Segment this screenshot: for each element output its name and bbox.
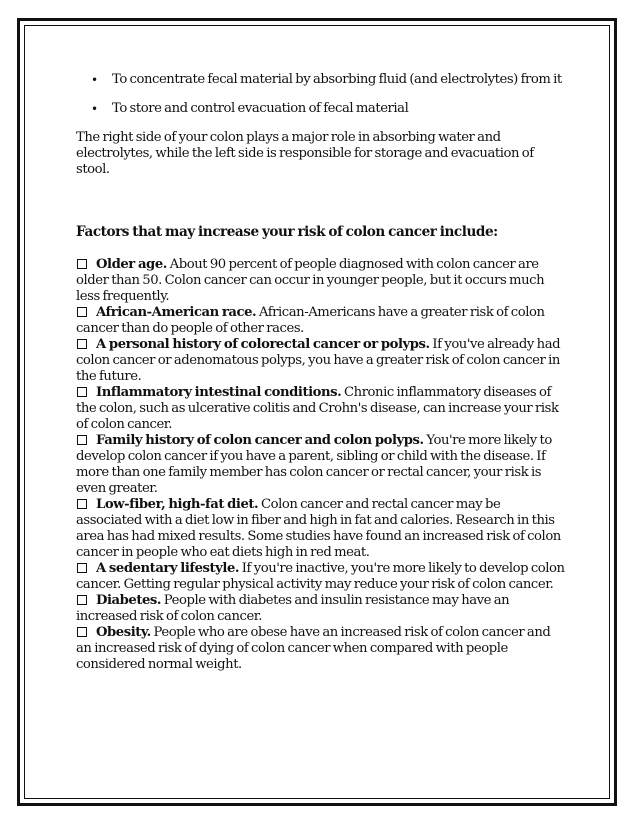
checkbox-square-icon xyxy=(77,595,87,605)
checkbox-square-icon xyxy=(77,259,87,269)
risk-factor-item xyxy=(76,257,566,305)
risk-factors-list xyxy=(76,257,566,673)
risk-factor-item xyxy=(76,561,566,593)
risk-factor-name: Family history of colon cancer and colon polyps. xyxy=(96,433,424,448)
risk-factor-item xyxy=(76,593,566,625)
checkbox-square-icon xyxy=(77,499,87,509)
risk-factor-text: Chronic inflammatory diseases of the colon, such as ulcerative colitis and Crohn's disease, can increase your risk of colon cancer. xyxy=(76,385,559,432)
colon-function-list xyxy=(76,72,566,117)
risk-factor-name: A personal history of colorectal cancer or polyps. xyxy=(96,337,430,352)
risk-factor-name: A sedentary lifestyle. xyxy=(96,561,240,576)
risk-factor-text: People with diabetes and insulin resistance may have an increased risk of colon cancer. xyxy=(76,593,510,624)
risk-factor-name: Diabetes. xyxy=(96,593,162,608)
document-body xyxy=(76,72,566,673)
risk-factor-text: About 90 percent of people diagnosed with colon cancer are older than 50. Colon cancer can occur in younger people, but it occurs much less frequently. xyxy=(76,257,545,304)
risk-factor-text: If you've already had colon cancer or adenomatous polyps, you have a greater risk of colon cancer in the future. xyxy=(76,337,561,384)
checkbox-square-icon xyxy=(77,387,87,397)
risk-factor-name: Inflammatory intestinal conditions. xyxy=(96,385,342,400)
colon-sides-paragraph: The right side of your colon plays a major role in absorbing water and electrolytes, while the left side is responsible for storage and evacuation of stool. xyxy=(76,130,534,177)
risk-factor-name: Older age. xyxy=(96,257,167,272)
risk-factor-item xyxy=(76,305,566,337)
risk-factor-item xyxy=(76,625,566,673)
risk-factor-text: Colon cancer and rectal cancer may be associated with a diet low in fiber and high in fat and calories. Research in this area has had mixed results. Some studies have found an increased risk of colon cancer in people who eat diets high in red meat. xyxy=(76,497,561,560)
risk-factors-heading: Factors that may increase your risk of colon cancer include: xyxy=(76,224,498,240)
checkbox-square-icon xyxy=(77,563,87,573)
checkbox-square-icon xyxy=(77,339,87,349)
risk-factor-item xyxy=(76,337,566,385)
risk-factor-item xyxy=(76,497,566,561)
risk-factor-text: If you're inactive, you're more likely to develop colon cancer. Getting regular physical activity may reduce your risk of colon cancer. xyxy=(76,561,565,592)
risk-factor-name: African-American race. xyxy=(96,305,257,320)
list-item: • To store and control evacuation of fecal material xyxy=(76,101,566,117)
risk-factor-text: African-Americans have a greater risk of colon cancer than do people of other races. xyxy=(76,305,545,336)
risk-factor-item xyxy=(76,385,566,433)
checkbox-square-icon xyxy=(77,307,87,317)
risk-factor-name: Obesity. xyxy=(96,625,151,640)
risk-factor-text: People who are obese have an increased risk of colon cancer and an increased risk of dying of colon cancer when compared with people considered normal weight. xyxy=(76,625,551,672)
checkbox-square-icon xyxy=(77,627,87,637)
checkbox-square-icon xyxy=(77,435,87,445)
risk-factor-name: Low-fiber, high-fat diet. xyxy=(96,497,259,512)
risk-factor-item xyxy=(76,433,566,497)
list-item: • To concentrate fecal material by absorbing fluid (and electrolytes) from it xyxy=(76,72,566,88)
risk-factor-text: You're more likely to develop colon cancer if you have a parent, sibling or child with the disease. If more than one family member has colon cancer or rectal cancer, your risk is even greater. xyxy=(76,433,552,496)
